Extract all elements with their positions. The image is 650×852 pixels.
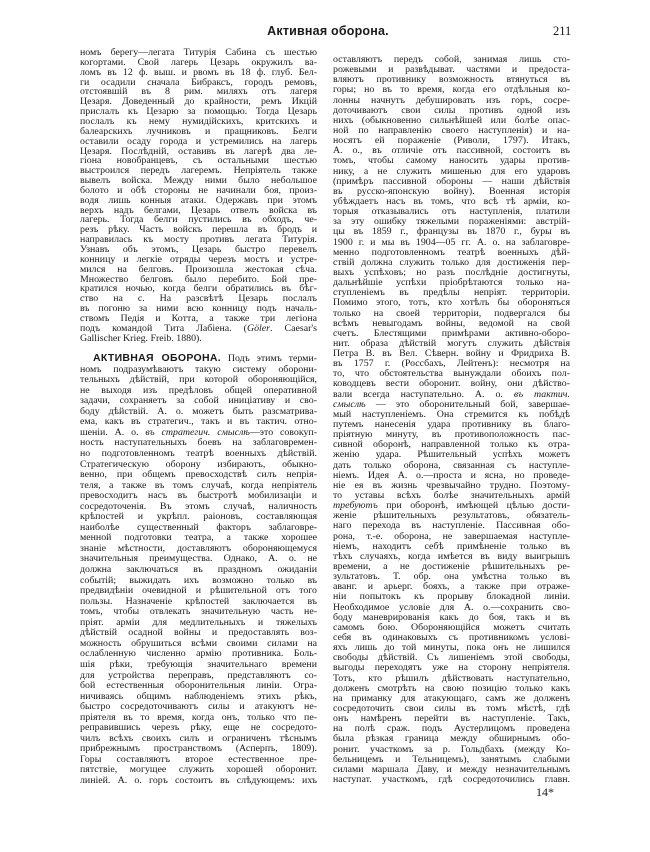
text-line: Множество белговъ было перебито. Бой пре- (80, 273, 317, 285)
text-run: при оборонѣ, имѣющей цѣлью дости- (377, 500, 570, 512)
text-line: Стратегическую оборону избираютъ, обыкно- (80, 458, 317, 470)
text-line: нит. образа дѣйствій могутъ служить дѣйствія (333, 337, 570, 349)
text-line: бельницемъ и Тельницемъ), занятымъ слабыми (333, 753, 570, 765)
text-line: доточиваютъ свои силы противъ одной изъ (333, 104, 570, 116)
text-line: когортами. Свой лагерь Цезарь окружилъ ва- (80, 56, 317, 68)
text-line: тѣхъ случаяхъ, когда имѣется въ виду выигрышъ (333, 550, 570, 562)
text-line: боду маневрированія какъ до боя, такъ и въ (333, 611, 570, 623)
text-line: кратился ночью, когда белги обратились въ бѣг- (80, 283, 317, 295)
text-line: А. о., въ отличіе отъ пассивной, состоитъ въ (333, 145, 570, 157)
text-line: предвидѣніи очевидной и рѣшительной отъ того (80, 585, 317, 597)
text-line: Цезаря. Послѣдній, оставивъ въ лагерѣ два ле- (80, 145, 317, 157)
text-run: шеніи. А. о. (80, 426, 146, 438)
text-line: наступат. участкомъ, гдѣ сосредоточились главн. (333, 773, 570, 785)
italic-phrase: Göler (246, 322, 270, 334)
text-line: ступленіемъ въ предѣлы непріят. территоріи. (333, 287, 570, 299)
text-line: событій; выжидать ихъ возможно только въ (80, 574, 317, 586)
text-line: бой естественныя оборонительныя линіи. Огра- (80, 680, 317, 692)
text-line: зультатовъ. Т. обр. она умѣстна только въ (333, 571, 570, 583)
text-line: пріятеля въ то время, когда онъ, только что пе- (80, 711, 317, 723)
text-line: ніемъ, находитъ себѣ примѣненіе только въ (333, 540, 570, 552)
text-line: для устройства переправъ, представляютъ со- (80, 669, 317, 681)
text-line: выгоды переходятъ уже на сторону непріятеля. (333, 662, 570, 674)
text-run: . Caesar's (269, 322, 317, 334)
text-line: прибрежнымъ пространствомъ (Асперпъ, 1809). (80, 743, 317, 755)
text-run: Подъ этимъ терми- (220, 353, 317, 364)
text-line: только на своей территоріи, подвергался бы (333, 307, 570, 319)
text-line: но подготовленномъ театрѣ военныхъ дѣйствій. (80, 447, 317, 459)
text-line: Петра В. въ Вел. Сѣверн. войну и Фридриха В. (333, 348, 570, 360)
text-line: вывелъ войска. Между ними было небольшое (80, 175, 317, 187)
text-line: Gallischer Krieg. Freib. 1880). (80, 332, 202, 344)
text-line: свободы дѣйствій. Съ лишеніемъ этой свободы, (333, 652, 570, 664)
text-line: Горы составляютъ второе естественное пре- (80, 753, 317, 765)
text-line: мился на белговъ. Произошла жестокая сѣча. (80, 263, 317, 275)
text-line: то, что обстоятельства вынуждали обоихъ пол- (333, 368, 570, 380)
text-line: Узнавъ объ этомъ, Цезарь быстро перевелъ (80, 244, 317, 255)
text-line: онъ намѣренъ перейти въ наступленіе. Такъ, (333, 713, 570, 725)
text-line: всѣмъ невыгодамъ войны, ведомой на свой (333, 317, 570, 329)
text-line: ослабленную численно армію противника. Боль- (80, 648, 317, 660)
text-line: торыя отказывались отъ наступленія, платили (333, 206, 570, 218)
text-line: крѣпостей и укрѣпл. раіоновъ, составляющая (80, 511, 317, 523)
text-line: ство на с. На разсвѣтѣ Цезарь послалъ (80, 293, 317, 305)
text-line: на полѣ сраж. подъ Аустерлицомъ проведена (333, 723, 570, 735)
text-line: рожевыми и развѣдыват. частями и предоста- (333, 64, 570, 76)
text-line (93, 353, 317, 364)
text-line: менно подготовленномъ театрѣ военныхъ дѣй- (333, 246, 570, 258)
printer-signature-mark: 14* (536, 785, 554, 799)
text-line: на приманку для атакующаго, самъ же долженъ (333, 692, 570, 704)
text-line: яхъ лишь до той минуты, пока онъ не лишился (333, 642, 570, 654)
text-line: выстроился передъ лагеремъ. Непріятель также (80, 165, 317, 177)
text-line: конницу и легкіе отряды черезъ мостъ и устре- (80, 253, 317, 265)
text-line: долженъ смотрѣть на свою позицію только какъ (333, 682, 570, 694)
text-line: въ 1757 г. (Россбахъ, Лейтенъ): несмотря на (333, 358, 570, 370)
text-line: ствій должна служить только для достиженія пер- (333, 256, 570, 268)
text-line: болото и обѣ стороны не начинали боя, произ- (80, 184, 317, 196)
text-line: въ погоню за ними всю конницу подъ началь- (80, 303, 317, 315)
text-line: убѣждаетъ насъ въ томъ, что всѣ тѣ арміи, ко- (333, 195, 570, 207)
text-run: — это оборонительный бой, завершае- (365, 398, 570, 410)
text-line: дѣйствій осадной войны и предоставлять воз- (80, 627, 317, 639)
text-run: подъ командой Тита Лабіена. ( (80, 322, 247, 334)
text-line: сивной оборонѣ, направленной только къ отра- (333, 439, 570, 451)
text-line: можность обрушиться всѣми своими силами на (80, 637, 317, 649)
text-run: вали всегда наступательно. А. о. (333, 388, 514, 400)
text-line: должна заключаться въ праздномъ ожиданіи (80, 564, 317, 575)
text-line: Тотъ, кто рѣшилъ дѣйствовать наступательно, (333, 672, 570, 684)
text-line: женію удара. Рѣшительный успѣхъ можетъ (333, 449, 570, 461)
text-line: самомъ бою. Обороняющійся можетъ считать (333, 621, 570, 633)
text-line: себя въ одинаковыхъ съ противникомъ услові- (333, 631, 570, 643)
italic-phrase: требуютъ (333, 500, 378, 512)
text-line: ема, какъ въ стратегич., такъ и въ тактич. отно- (80, 416, 317, 428)
text-line: пріятную минуту, въ противоположность пас- (333, 429, 570, 441)
text-line: дальнѣйшіе успѣхи пріобрѣтаются только на- (333, 277, 570, 289)
text-line: пятствіе, могущее служить хорошей оборонит. (80, 764, 317, 776)
text-line: ніи попытокъ къ прорыву блокадной линіи. (333, 591, 570, 603)
text-line: аванг. и арьерг. бояхъ, а также при отраже- (333, 581, 570, 593)
text-line: путемъ нанесенія удара противнику въ благо- (333, 419, 570, 431)
text-line: наиболѣе существенный факторъ заблаговре- (80, 521, 317, 533)
italic-phrase: въ стратегич. смыслѣ (145, 426, 250, 438)
text-line: резъ рѣку. Часть войскъ перешла въ бродъ и (80, 224, 317, 236)
text-line: значительныя преимущества. Однако, А. о. не (80, 553, 317, 565)
text-line: ги осадили сначала Бибраксъ, городъ ремовъ, (80, 76, 317, 88)
text-line: ронит. участкомъ за р. Гольдбахъ (между Ко- (333, 743, 570, 755)
entry-headword: АКТИВНАЯ ОБОРОНА. (93, 352, 221, 364)
text-line: ной по направленію своего наступленія) и на- (333, 124, 570, 136)
text-line: за эту ошибку тяжелыми пораженіями: австрій- (333, 216, 570, 228)
text-line: Необходимое условіе для А. о.—сохранить сво- (333, 601, 570, 613)
text-line: сосредоточить свои силы въ томъ мѣстѣ, гдѣ (333, 702, 570, 714)
text-line: оставляютъ передъ собой, занимая лишь сто- (333, 54, 570, 65)
text-line: знаніе мѣстности, доставляютъ обороняющемуся (80, 542, 317, 554)
text-line: ніе ея въ жизнь чрезвычайно трудно. Поэтому- (333, 479, 570, 491)
text-line: (примѣръ пассивной обороны — наши дѣйствія (333, 175, 570, 187)
text-line: прислалъ къ Цезарю за помощью. Тогда Цезарь (80, 106, 317, 118)
text-line: боду дѣйствій. А. о. можетъ быть разсматрива- (80, 405, 317, 417)
text-line: счетъ. Блестящими примѣрами активно-оборо- (333, 327, 570, 339)
text-line: реправившись черезъ рѣку, еще не сосредото- (80, 722, 317, 734)
text-line: томъ, чтобы самому наносить удары против- (333, 155, 570, 167)
text-line: отстоявшій въ 8 рим. миляхъ отъ лагеря (80, 86, 317, 98)
text-line: нихъ (обыкновенно сильнѣйшей или болѣе опас- (333, 114, 570, 126)
text-line: лагерь. Тогда белги пустились въ обходъ, че- (80, 214, 317, 226)
text-line: горы; но въ то время, когда его отдѣльныя ко- (333, 84, 570, 96)
text-line: шія рѣки, требующія значительнаго времени (80, 658, 317, 670)
text-line: ность наступательныхъ боевъ на заблаговремен- (80, 437, 317, 449)
text-line: номъ берегу—легата Титурія Сабина съ шестью (80, 47, 317, 58)
text-line: оставили осаду города и устремились на лагерь (80, 135, 317, 147)
text-line: чилъ всѣхъ своихъ силъ и ограниченъ тѣснымъ (80, 732, 317, 744)
text-line: быстро сосредоточиваютъ силы и атакуютъ не- (80, 701, 317, 713)
text-line: въ русско-японскую войну). Военная исторія (333, 185, 570, 197)
text-line: пріят. арміи для медлительныхъ и тяжелыхъ (80, 616, 317, 628)
text-line: нику, а не служить мишенью для его ударовъ (333, 165, 570, 177)
text-line: была рѣзкая граница между обширнымъ обо- (333, 733, 570, 745)
text-line: верхъ надъ белгами, Цезарь отвелъ войска въ (80, 204, 317, 216)
text-line: наго перехода въ наступленіе. Пассивная обо- (333, 520, 570, 532)
text-line: носятъ ей пораженіе (Риволи, 1797). Итакъ, (333, 135, 570, 147)
text-line: Помимо этого, тотъ, кто хотѣлъ бы обороняться (333, 297, 570, 309)
text-line: силами маршала Даву, и между незначительнымъ (333, 763, 570, 775)
text-line: рона, т.-е. оборона, не завершаемая наступле- (333, 530, 570, 542)
text-line: линіей. А. о. горъ состоитъ въ слѣдующемъ: ихъ (80, 775, 317, 786)
text-line: водя лишь конныя атаки. Одержавъ при этомъ (80, 194, 317, 206)
text-line: не выходя изъ предѣловъ общей оперативной (80, 384, 317, 396)
italic-phrase: въ тактич. (513, 388, 570, 400)
text-run: —это совокуп- (249, 426, 318, 438)
text-line: направилась къ мосту противъ легата Титурія. (80, 234, 317, 246)
page-number: 211 (553, 24, 572, 38)
text-line: ководцевъ вести оборонит. войну, они дѣйство- (333, 378, 570, 390)
text-line: номъ подразумѣваютъ такую систему оборони- (80, 363, 317, 375)
text-line (80, 427, 317, 438)
text-line: цы въ 1859 г., французы въ 1870 г., буры въ (333, 226, 570, 238)
text-line: времени, а не достиженіе рѣшительныхъ ре- (333, 561, 570, 572)
text-line: ничиваясь общимъ наблюденіемъ этихъ рѣкъ, (80, 690, 317, 702)
text-line: то уставы всѣхъ болѣе значительныхъ армій (333, 490, 570, 502)
text-line: Цезаря. Доведенный до крайности, ремъ Икцій (80, 96, 317, 108)
text-line: ломъ въ 12 ф. выш. и рвомъ въ 18 ф. глуб. Бел- (80, 66, 317, 78)
text-line: менной подготовки театра, а также хорошее (80, 532, 317, 544)
text-line: балеарскихъ лучниковъ и пращниковъ. Белги (80, 125, 317, 137)
text-line: теля, а также въ томъ случаѣ, когда непріятель (80, 479, 317, 491)
text-line: дать только оборона, связанная съ наступле- (333, 459, 570, 471)
text-line: задачи, сохраняетъ за собой иниціативу и сво- (80, 395, 317, 407)
text-line: мый наступленіемъ. Она стремится къ побѣдѣ (333, 408, 570, 420)
text-line: вляютъ противнику возможность втянуться въ (333, 74, 570, 86)
text-line: венно, при общемъ превосходствѣ силъ непрія- (80, 469, 317, 481)
italic-phrase: смыслѣ (333, 398, 366, 410)
text-line: женіе рѣшительныхъ результатовъ, обязатель- (333, 510, 570, 522)
text-line: лонны начнутъ дебушировать изъ горъ, сосре- (333, 94, 570, 106)
text-line: ніемъ. Идея А. о.—проста и ясна, но проведе- (333, 469, 570, 481)
running-head-title: Активная оборона. (267, 24, 389, 38)
text-line: 1900 г. и мы въ 1904—05 гг. А. о. на заблаговре- (333, 236, 570, 248)
text-line: выхъ успѣховъ; но разъ послѣдніе достигнуты, (333, 266, 570, 278)
text-line: сосредоточенія. Въ этомъ случаѣ, наличность (80, 500, 317, 512)
text-line: ствомъ Педія и Котта, а также три легіона (80, 312, 317, 324)
text-line: томъ, чтобы отвлекать значительную часть не- (80, 606, 317, 618)
text-line: превосходитъ насъ въ быстротѣ мобилизаціи и (80, 490, 317, 502)
text-line: тельныхъ дѣйствій, при которой обороняющійся, (80, 374, 317, 386)
text-line: гіона новобранцевъ, съ остальными шестью (80, 155, 317, 167)
text-line: послалъ къ нему нумидійскихъ, критскихъ и (80, 115, 317, 127)
text-line: пользы. Назначеніе крѣпостей заключается въ (80, 595, 317, 607)
